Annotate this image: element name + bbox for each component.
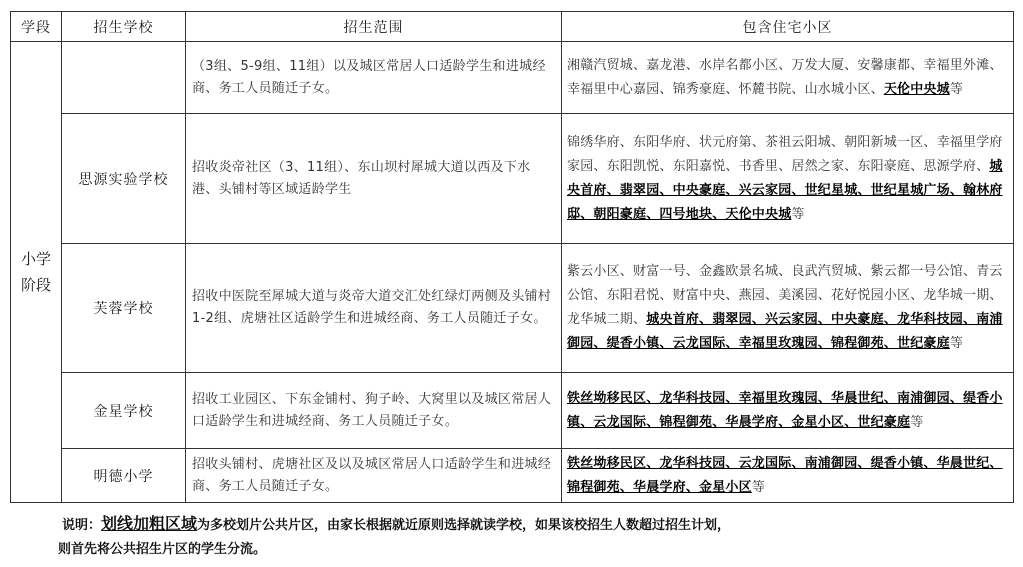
communities-text: 紫云小区、财富一号、金鑫欧景名城、良武汽贸城、紫云都一号公馆、青云公馆、东阳君悦、财富中央、燕园、美溪园、花好悦园小区、龙华城一期、龙华城二期、: [567, 264, 1003, 327]
shared-zone-communities: 城央首府、翡翠园、兴云家园、中央豪庭、龙华科技园、南浦御园、缇香小镇、云龙国际、幸福里玫瑰园、锦程御苑、世纪豪庭: [567, 312, 1003, 351]
table-row: [11, 449, 1014, 503]
communities-cell: [562, 449, 1014, 503]
school-cell: 思源实验学校: [62, 114, 186, 244]
table-row: [11, 373, 1014, 449]
shared-zone-communities: 铁丝坳移民区、龙华科技园、幸福里玫瑰园、华晨世纪、南浦御园、缇香小镇、云龙国际、锦程御苑、华晨学府、金星小区、世纪豪庭: [567, 390, 1003, 430]
header-communities: 包含住宅小区: [562, 12, 1014, 42]
school-cell: [62, 42, 186, 114]
communities-cell: [562, 373, 1014, 449]
footnote-label: 说明：: [62, 518, 102, 533]
school-cell: 明德小学: [62, 449, 186, 503]
stage-label-line1: 小学: [20, 250, 51, 268]
footnote-line2: 则首先将公共招生片区的学生分流。: [58, 542, 267, 557]
communities-text: 等: [751, 479, 766, 495]
communities-cell: [562, 114, 1014, 244]
scope-cell: （3组、5-9组、11组）以及城区常居人口适龄学生和进城经商、务工人员随迁子女。: [186, 42, 562, 114]
scope-cell: 招收头铺村、虎塘社区及以及城区常居人口适龄学生和进城经商、务工人员随迁子女。: [186, 449, 562, 503]
communities-text: 等: [791, 206, 805, 222]
stage-cell: [11, 42, 62, 503]
communities-text: 等: [949, 81, 964, 97]
shared-zone-communities: 城央首府、翡翠园、中央豪庭、兴云家园、世纪星城、世纪星城广场、翰林府邸、朝阳豪庭、四号地块、天伦中央城: [567, 158, 1003, 222]
scope-cell: 招收工业园区、下东金铺村、狗子岭、大窝里以及城区常居人口适龄学生和进城经商、务工人员随迁子女。: [186, 373, 562, 449]
communities-text: 等: [910, 414, 924, 430]
header-school: 招生学校: [62, 12, 186, 42]
communities-cell: [562, 244, 1014, 373]
header-scope: 招生范围: [186, 12, 562, 42]
header-row: [11, 12, 1014, 42]
table-row: [11, 244, 1014, 373]
footnote-line1: 为多校划片公共片区，由家长根据就近原则选择就读学校，如果该校招生人数超过招生计划，: [197, 518, 731, 533]
communities-text: 等: [949, 336, 964, 351]
footnote: [58, 512, 1002, 562]
table-row: [11, 114, 1014, 244]
shared-zone-communities: 铁丝坳移民区、龙华科技园、云龙国际、南浦御园、缇香小镇、华晨世纪、锦程御苑、华晨学府、金星小区: [567, 455, 1003, 495]
scope-cell: 招收中医院至犀城大道与炎帝大道交汇处红绿灯两侧及头铺村1-2组、虎塘社区适龄学生和进城经商、务工人员随迁子女。: [186, 244, 562, 373]
table-row: [11, 42, 1014, 114]
communities-text: 湘赣汽贸城、嘉龙港、水岸名都小区、万发大厦、安馨康都、幸福里外滩、幸福里中心嘉园、锦秀豪庭、怀麓书院、山水城小区、: [567, 57, 1003, 97]
scope-cell: 招收炎帝社区（3、11组）、东山坝村犀城大道以西及下水港、头铺村等区域适龄学生: [186, 114, 562, 244]
school-cell: 金星学校: [62, 373, 186, 449]
enrollment-table: [10, 11, 1014, 503]
header-stage: 学段: [11, 12, 62, 42]
shared-zone-communities: 天伦中央城: [883, 81, 950, 97]
communities-text: 锦绣华府、东阳华府、状元府第、茶祖云阳城、朝阳新城一区、幸福里学府家园、东阳凯悦、东阳嘉悦、书香里、居然之家、东阳豪庭、思源学府、: [567, 134, 1003, 174]
communities-cell: [562, 42, 1014, 114]
stage-label-line2: 阶段: [20, 276, 51, 294]
school-cell: 芙蓉学校: [62, 244, 186, 373]
footnote-key-phrase: 划线加粗区域: [101, 514, 198, 533]
